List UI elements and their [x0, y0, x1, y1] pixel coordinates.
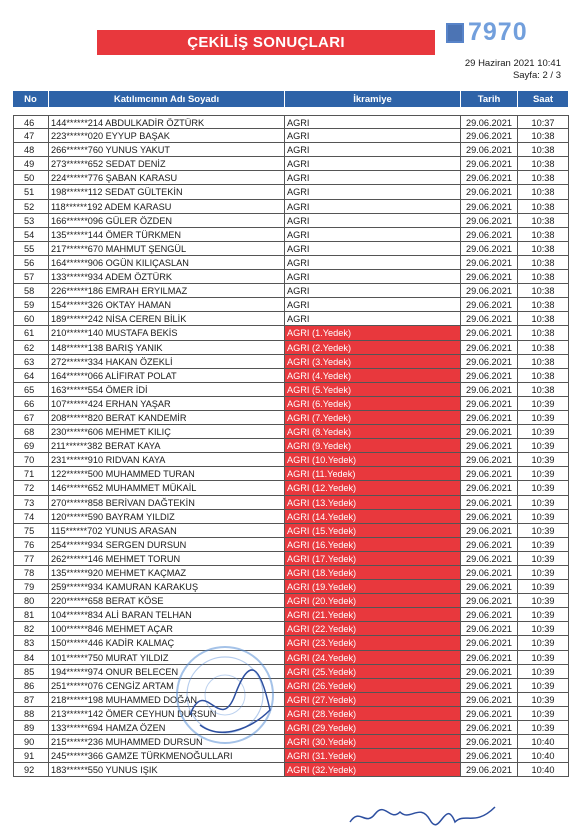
table-row: [13, 749, 569, 763]
table-header: [13, 91, 569, 107]
cell-time: 10:38: [518, 355, 569, 369]
cell-date: 29.06.2021: [461, 129, 518, 143]
cell-prize: AGRI (8.Yedek): [285, 425, 461, 439]
cell-name: 164******906 OGÜN KILIÇASLAN: [49, 256, 285, 270]
table-row: [13, 200, 569, 214]
cell-name: 164******066 ALİFIRAT POLAT: [49, 369, 285, 383]
cell-date: 29.06.2021: [461, 496, 518, 510]
date-time: 29 Haziran 2021 10:41: [464, 58, 561, 69]
cell-name: 144******214 ABDULKADİR ÖZTÜRK: [49, 115, 285, 129]
signature-1: [180, 655, 280, 750]
cell-date: 29.06.2021: [461, 369, 518, 383]
col-no-header: No: [13, 91, 49, 107]
cell-date: 29.06.2021: [461, 763, 518, 777]
cell-name: 154******326 OKTAY HAMAN: [49, 298, 285, 312]
cell-prize: AGRI (1.Yedek): [285, 326, 461, 340]
cell-no: 66: [13, 397, 49, 411]
cell-time: 10:39: [518, 481, 569, 495]
table-row: [13, 228, 569, 242]
cell-no: 62: [13, 341, 49, 355]
signature-2: [345, 792, 505, 832]
cell-date: 29.06.2021: [461, 341, 518, 355]
cell-prize: AGRI: [285, 143, 461, 157]
table-row: [13, 608, 569, 622]
cell-no: 55: [13, 242, 49, 256]
cell-name: 251******076 CENGİZ ARTAM: [49, 679, 285, 693]
cell-name: 115******702 YUNUS ARASAN: [49, 524, 285, 538]
cell-time: 10:39: [518, 665, 569, 679]
cell-time: 10:38: [518, 369, 569, 383]
cell-date: 29.06.2021: [461, 214, 518, 228]
cell-date: 29.06.2021: [461, 467, 518, 481]
cell-time: 10:39: [518, 566, 569, 580]
cell-no: 69: [13, 439, 49, 453]
cell-date: 29.06.2021: [461, 566, 518, 580]
cell-date: 29.06.2021: [461, 242, 518, 256]
cell-prize: AGRI: [285, 214, 461, 228]
cell-prize: AGRI (23.Yedek): [285, 636, 461, 650]
cell-prize: AGRI: [285, 284, 461, 298]
cell-name: 133******694 HAMZA ÖZEN: [49, 721, 285, 735]
cell-no: 84: [13, 651, 49, 665]
page-indicator: Sayfa: 2 / 3: [512, 70, 561, 81]
cell-prize: AGRI (12.Yedek): [285, 481, 461, 495]
table-row: [13, 284, 569, 298]
table-row: [13, 453, 569, 467]
cell-prize: AGRI: [285, 228, 461, 242]
cell-prize: AGRI (15.Yedek): [285, 524, 461, 538]
date-block: [465, 58, 561, 82]
cell-prize: AGRI (9.Yedek): [285, 439, 461, 453]
cell-no: 57: [13, 270, 49, 284]
table-row: [13, 721, 569, 735]
cell-time: 10:39: [518, 496, 569, 510]
cell-no: 50: [13, 171, 49, 185]
cell-prize: AGRI: [285, 171, 461, 185]
col-date-header: Tarih: [461, 91, 518, 107]
cell-time: 10:38: [518, 129, 569, 143]
cell-date: 29.06.2021: [461, 594, 518, 608]
cell-no: 75: [13, 524, 49, 538]
results-table: [13, 115, 569, 777]
cell-time: 10:39: [518, 707, 569, 721]
cell-name: 215******236 MUHAMMED DURSUN: [49, 735, 285, 749]
cell-time: 10:40: [518, 735, 569, 749]
cell-time: 10:39: [518, 411, 569, 425]
table-row: [13, 510, 569, 524]
cell-time: 10:40: [518, 763, 569, 777]
cell-no: 52: [13, 200, 49, 214]
cell-name: 122******500 MUHAMMED TURAN: [49, 467, 285, 481]
cell-prize: AGRI (17.Yedek): [285, 552, 461, 566]
cell-date: 29.06.2021: [461, 298, 518, 312]
cell-no: 59: [13, 298, 49, 312]
cell-no: 77: [13, 552, 49, 566]
cell-prize: AGRI (21.Yedek): [285, 608, 461, 622]
cell-prize: AGRI: [285, 242, 461, 256]
stamp-number: [446, 18, 528, 47]
cell-time: 10:39: [518, 608, 569, 622]
cell-no: 78: [13, 566, 49, 580]
table-row: [13, 763, 569, 777]
cell-name: 224******776 ŞABAN KARASU: [49, 171, 285, 185]
cell-prize: AGRI (14.Yedek): [285, 510, 461, 524]
table-row: [13, 312, 569, 326]
cell-name: 198******112 SEDAT GÜLTEKİN: [49, 185, 285, 199]
cell-no: 89: [13, 721, 49, 735]
col-prize-header: İkramiye: [285, 91, 461, 107]
cell-time: 10:38: [518, 298, 569, 312]
cell-no: 92: [13, 763, 49, 777]
cell-prize: AGRI (13.Yedek): [285, 496, 461, 510]
cell-prize: AGRI (16.Yedek): [285, 538, 461, 552]
cell-date: 29.06.2021: [461, 679, 518, 693]
cell-time: 10:38: [518, 326, 569, 340]
cell-date: 29.06.2021: [461, 636, 518, 650]
table-row: [13, 679, 569, 693]
cell-prize: AGRI (25.Yedek): [285, 665, 461, 679]
cell-no: 65: [13, 383, 49, 397]
cell-time: 10:39: [518, 397, 569, 411]
table-row: [13, 242, 569, 256]
cell-time: 10:39: [518, 524, 569, 538]
cell-no: 81: [13, 608, 49, 622]
cell-prize: AGRI (7.Yedek): [285, 411, 461, 425]
cell-date: 29.06.2021: [461, 524, 518, 538]
table-row: [13, 397, 569, 411]
cell-time: 10:38: [518, 242, 569, 256]
table-row: [13, 270, 569, 284]
cell-name: 223******020 EYYUP BAŞAK: [49, 129, 285, 143]
cell-no: 68: [13, 425, 49, 439]
cell-time: 10:37: [518, 115, 569, 129]
cell-prize: AGRI (3.Yedek): [285, 355, 461, 369]
table-row: [13, 171, 569, 185]
cell-no: 67: [13, 411, 49, 425]
cell-time: 10:39: [518, 425, 569, 439]
cell-time: 10:39: [518, 510, 569, 524]
cell-prize: AGRI: [285, 115, 461, 129]
cell-name: 135******144 ÖMER TÜRKMEN: [49, 228, 285, 242]
cell-name: 120******590 BAYRAM YILDIZ: [49, 510, 285, 524]
cell-prize: AGRI (28.Yedek): [285, 707, 461, 721]
cell-prize: AGRI: [285, 200, 461, 214]
cell-prize: AGRI (2.Yedek): [285, 341, 461, 355]
cell-no: 70: [13, 453, 49, 467]
cell-time: 10:38: [518, 312, 569, 326]
cell-time: 10:39: [518, 622, 569, 636]
cell-time: 10:38: [518, 228, 569, 242]
cell-prize: AGRI (10.Yedek): [285, 453, 461, 467]
table-row: [13, 552, 569, 566]
cell-name: 150******446 KADİR KALMAÇ: [49, 636, 285, 650]
cell-no: 86: [13, 679, 49, 693]
cell-date: 29.06.2021: [461, 425, 518, 439]
table-row: [13, 735, 569, 749]
cell-date: 29.06.2021: [461, 185, 518, 199]
cell-prize: AGRI (31.Yedek): [285, 749, 461, 763]
table-row: [13, 524, 569, 538]
cell-prize: AGRI (4.Yedek): [285, 369, 461, 383]
cell-name: 230******606 MEHMET KILIÇ: [49, 425, 285, 439]
cell-date: 29.06.2021: [461, 411, 518, 425]
cell-date: 29.06.2021: [461, 270, 518, 284]
cell-date: 29.06.2021: [461, 622, 518, 636]
cell-prize: AGRI (30.Yedek): [285, 735, 461, 749]
page-title: ÇEKİLİŞ SONUÇLARI: [97, 30, 435, 55]
cell-no: 48: [13, 143, 49, 157]
cell-time: 10:38: [518, 341, 569, 355]
cell-no: 60: [13, 312, 49, 326]
cell-date: 29.06.2021: [461, 538, 518, 552]
cell-no: 61: [13, 326, 49, 340]
table-row: [13, 481, 569, 495]
cell-time: 10:38: [518, 270, 569, 284]
cell-prize: AGRI: [285, 185, 461, 199]
cell-name: 104******834 ALİ BARAN TELHAN: [49, 608, 285, 622]
cell-date: 29.06.2021: [461, 665, 518, 679]
cell-prize: AGRI: [285, 298, 461, 312]
cell-time: 10:39: [518, 538, 569, 552]
table-row: [13, 157, 569, 171]
cell-date: 29.06.2021: [461, 256, 518, 270]
cell-name: 118******192 ADEM KARASU: [49, 200, 285, 214]
table-row: [13, 143, 569, 157]
cell-no: 56: [13, 256, 49, 270]
cell-date: 29.06.2021: [461, 651, 518, 665]
cell-date: 29.06.2021: [461, 439, 518, 453]
cell-no: 64: [13, 369, 49, 383]
cell-name: 259******934 KAMURAN KARAKUŞ: [49, 580, 285, 594]
stamp-box-icon: [446, 23, 464, 43]
cell-time: 10:38: [518, 157, 569, 171]
cell-time: 10:39: [518, 467, 569, 481]
cell-no: 46: [13, 115, 49, 129]
cell-time: 10:39: [518, 721, 569, 735]
cell-prize: AGRI (20.Yedek): [285, 594, 461, 608]
cell-date: 29.06.2021: [461, 171, 518, 185]
col-name-header: Katılımcının Adı Soyadı: [49, 91, 285, 107]
table-row: [13, 411, 569, 425]
cell-name: 220******658 BERAT KÖSE: [49, 594, 285, 608]
cell-no: 88: [13, 707, 49, 721]
cell-time: 10:38: [518, 185, 569, 199]
table-row: [13, 467, 569, 481]
cell-prize: AGRI: [285, 157, 461, 171]
cell-date: 29.06.2021: [461, 580, 518, 594]
cell-name: 135******920 MEHMET KAÇMAZ: [49, 566, 285, 580]
cell-date: 29.06.2021: [461, 326, 518, 340]
table-row: [13, 580, 569, 594]
cell-no: 51: [13, 185, 49, 199]
cell-time: 10:40: [518, 749, 569, 763]
table-row: [13, 594, 569, 608]
cell-name: 101******750 MURAT YILDIZ: [49, 651, 285, 665]
cell-date: 29.06.2021: [461, 228, 518, 242]
cell-name: 189******242 NİSA CEREN BİLİK: [49, 312, 285, 326]
cell-time: 10:38: [518, 256, 569, 270]
cell-time: 10:39: [518, 651, 569, 665]
cell-no: 58: [13, 284, 49, 298]
cell-no: 79: [13, 580, 49, 594]
cell-time: 10:38: [518, 143, 569, 157]
cell-name: 210******140 MUSTAFA BEKİS: [49, 326, 285, 340]
cell-prize: AGRI (6.Yedek): [285, 397, 461, 411]
cell-name: 245******366 GAMZE TÜRKMENOĞULLARI: [49, 749, 285, 763]
cell-no: 76: [13, 538, 49, 552]
cell-no: 53: [13, 214, 49, 228]
cell-date: 29.06.2021: [461, 749, 518, 763]
cell-time: 10:39: [518, 453, 569, 467]
cell-name: 146******652 MUHAMMET MÜKAİL: [49, 481, 285, 495]
cell-prize: AGRI (24.Yedek): [285, 651, 461, 665]
table-row: [13, 326, 569, 340]
cell-date: 29.06.2021: [461, 284, 518, 298]
table-row: [13, 341, 569, 355]
cell-prize: AGRI (27.Yedek): [285, 693, 461, 707]
cell-prize: AGRI: [285, 129, 461, 143]
cell-date: 29.06.2021: [461, 143, 518, 157]
cell-name: 218******198 MUHAMMED DOĞAN: [49, 693, 285, 707]
cell-no: 49: [13, 157, 49, 171]
cell-name: 148******138 BARIŞ YANIK: [49, 341, 285, 355]
cell-date: 29.06.2021: [461, 721, 518, 735]
cell-prize: AGRI (11.Yedek): [285, 467, 461, 481]
table-row: [13, 129, 569, 143]
cell-time: 10:38: [518, 284, 569, 298]
table-row: [13, 439, 569, 453]
cell-name: 211******382 BERAT KAYA: [49, 439, 285, 453]
table-row: [13, 185, 569, 199]
cell-name: 254******934 SERGEN DURSUN: [49, 538, 285, 552]
cell-no: 82: [13, 622, 49, 636]
cell-no: 87: [13, 693, 49, 707]
cell-no: 83: [13, 636, 49, 650]
cell-date: 29.06.2021: [461, 312, 518, 326]
table-row: [13, 651, 569, 665]
cell-time: 10:39: [518, 552, 569, 566]
cell-date: 29.06.2021: [461, 115, 518, 129]
table-row: [13, 636, 569, 650]
cell-date: 29.06.2021: [461, 397, 518, 411]
cell-name: 262******146 MEHMET TORUN: [49, 552, 285, 566]
stamp-number-text: 7970: [468, 18, 528, 46]
cell-prize: AGRI (26.Yedek): [285, 679, 461, 693]
cell-prize: AGRI (22.Yedek): [285, 622, 461, 636]
cell-name: 100******846 MEHMET AÇAR: [49, 622, 285, 636]
cell-time: 10:39: [518, 636, 569, 650]
table-row: [13, 566, 569, 580]
cell-time: 10:39: [518, 439, 569, 453]
cell-prize: AGRI (19.Yedek): [285, 580, 461, 594]
cell-name: 272******334 HAKAN ÖZEKLİ: [49, 355, 285, 369]
cell-name: 166******096 GÜLER ÖZDEN: [49, 214, 285, 228]
cell-no: 72: [13, 481, 49, 495]
cell-no: 91: [13, 749, 49, 763]
cell-time: 10:39: [518, 580, 569, 594]
col-time-header: Saat: [518, 91, 569, 107]
table-row: [13, 214, 569, 228]
cell-date: 29.06.2021: [461, 383, 518, 397]
cell-prize: AGRI (5.Yedek): [285, 383, 461, 397]
cell-name: 226******186 EMRAH ERYILMAZ: [49, 284, 285, 298]
table-row: [13, 115, 569, 129]
cell-time: 10:38: [518, 200, 569, 214]
table-row: [13, 693, 569, 707]
cell-date: 29.06.2021: [461, 552, 518, 566]
cell-name: 107******424 ERHAN YAŞAR: [49, 397, 285, 411]
cell-name: 266******760 YUNUS YAKUT: [49, 143, 285, 157]
cell-time: 10:38: [518, 383, 569, 397]
table-row: [13, 538, 569, 552]
cell-no: 54: [13, 228, 49, 242]
table-row: [13, 355, 569, 369]
table-row: [13, 622, 569, 636]
cell-prize: AGRI: [285, 270, 461, 284]
table-row: [13, 707, 569, 721]
cell-name: 183******550 YUNUS IŞIK: [49, 763, 285, 777]
cell-no: 74: [13, 510, 49, 524]
cell-date: 29.06.2021: [461, 157, 518, 171]
table-row: [13, 298, 569, 312]
cell-time: 10:39: [518, 679, 569, 693]
cell-name: 273******652 SEDAT DENİZ: [49, 157, 285, 171]
cell-name: 133******934 ADEM ÖZTÜRK: [49, 270, 285, 284]
cell-no: 85: [13, 665, 49, 679]
cell-time: 10:39: [518, 594, 569, 608]
cell-prize: AGRI: [285, 312, 461, 326]
cell-name: 213******142 ÖMER CEYHUN DURSUN: [49, 707, 285, 721]
cell-name: 270******858 BERİVAN DAĞTEKİN: [49, 496, 285, 510]
cell-name: 208******820 BERAT KANDEMİR: [49, 411, 285, 425]
table-row: [13, 665, 569, 679]
cell-prize: AGRI (29.Yedek): [285, 721, 461, 735]
cell-no: 73: [13, 496, 49, 510]
table-row: [13, 383, 569, 397]
cell-date: 29.06.2021: [461, 481, 518, 495]
cell-no: 71: [13, 467, 49, 481]
table-row: [13, 496, 569, 510]
cell-name: 194******974 ONUR BELECEN: [49, 665, 285, 679]
cell-time: 10:39: [518, 693, 569, 707]
table-row: [13, 425, 569, 439]
table-row: [13, 369, 569, 383]
cell-date: 29.06.2021: [461, 453, 518, 467]
cell-name: 231******910 RIDVAN KAYA: [49, 453, 285, 467]
cell-date: 29.06.2021: [461, 735, 518, 749]
cell-date: 29.06.2021: [461, 693, 518, 707]
cell-no: 63: [13, 355, 49, 369]
cell-time: 10:38: [518, 214, 569, 228]
cell-no: 47: [13, 129, 49, 143]
cell-name: 163******554 ÖMER İDİ: [49, 383, 285, 397]
cell-date: 29.06.2021: [461, 608, 518, 622]
table-row: [13, 256, 569, 270]
cell-time: 10:38: [518, 171, 569, 185]
cell-date: 29.06.2021: [461, 510, 518, 524]
cell-name: 217******670 MAHMUT ŞENGÜL: [49, 242, 285, 256]
cell-prize: AGRI: [285, 256, 461, 270]
cell-no: 80: [13, 594, 49, 608]
cell-date: 29.06.2021: [461, 355, 518, 369]
cell-date: 29.06.2021: [461, 707, 518, 721]
cell-prize: AGRI (32.Yedek): [285, 763, 461, 777]
cell-prize: AGRI (18.Yedek): [285, 566, 461, 580]
cell-date: 29.06.2021: [461, 200, 518, 214]
cell-no: 90: [13, 735, 49, 749]
